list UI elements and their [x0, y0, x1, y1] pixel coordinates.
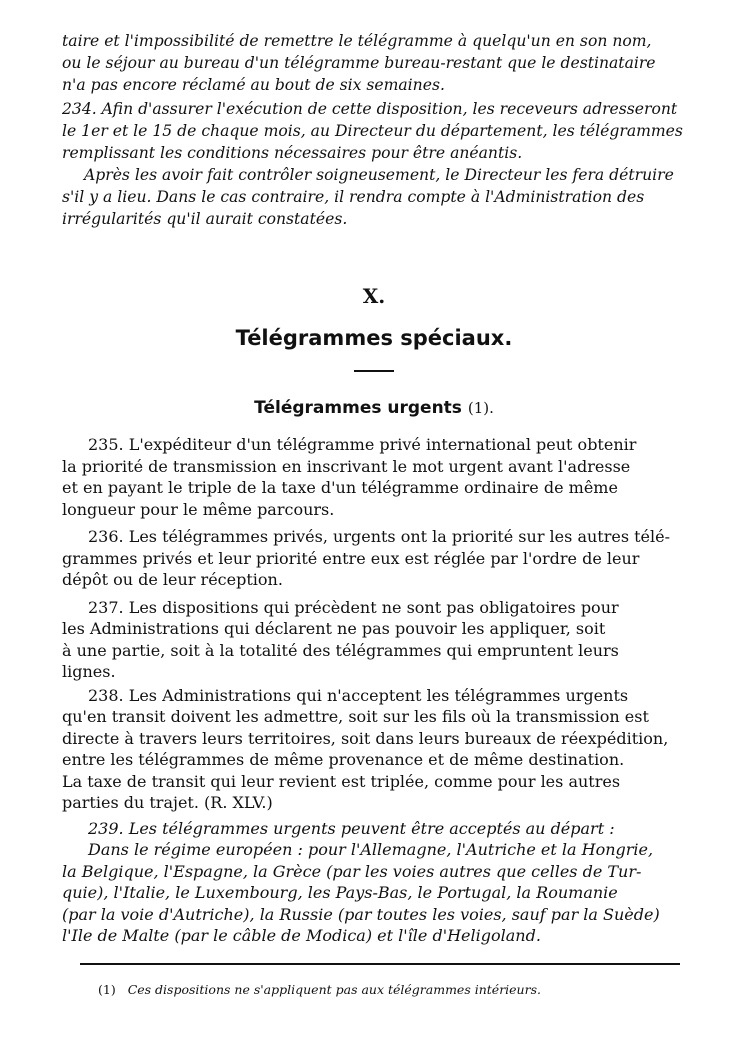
- text-line: irrégularités qu'il aurait constatées.: [62, 210, 348, 228]
- paragraph-238: [62, 685, 686, 814]
- subsection-title: [62, 398, 686, 418]
- text-line: La taxe de transit qui leur revient est triplée, comme pour les autres: [62, 771, 621, 791]
- text-line: 236. Les télégrammes privés, urgents ont la priorité sur les autres télé-: [88, 527, 671, 546]
- paragraph-234-continued: [62, 164, 686, 230]
- text-line: longueur pour le même parcours.: [62, 499, 335, 519]
- text-line: s'il y a lieu. Dans le cas contraire, il rendra compte à l'Administration des: [62, 188, 645, 206]
- paragraph-235: [62, 434, 686, 520]
- text-line: ou le séjour au bureau d'un télégramme bureau-restant que le destinataire: [62, 54, 656, 72]
- paragraph-236: [62, 526, 686, 591]
- text-line: les Administrations qui déclarent ne pas pouvoir les appliquer, soit: [62, 619, 606, 638]
- text-line: 237. Les dispositions qui précèdent ne sont pas obligatoires pour: [88, 597, 619, 617]
- section-number: X.: [362, 284, 386, 308]
- text-line: (par la voie d'Autriche), la Russie (par toutes les voies, sauf par la Suède): [62, 904, 660, 924]
- text-line: n'a pas encore réclamé au bout de six semaines.: [62, 76, 445, 94]
- text-line: et en payant le triple de la taxe d'un télégramme ordinaire de même: [62, 478, 618, 497]
- text-line: grammes privés et leur priorité entre eux est réglée par l'ordre de leur: [62, 548, 640, 568]
- footnote: [98, 982, 541, 997]
- section-title: Télégrammes spéciaux.: [235, 326, 513, 350]
- document-page: [62, 30, 686, 947]
- text-line: la Belgique, l'Espagne, la Grèce (par les voies autres que celles de Tur-: [62, 861, 642, 881]
- text-line: qu'en transit doivent les admettre, soit sur les fils où la transmission est: [62, 707, 649, 726]
- text-line: directe à travers leurs territoires, soit dans leurs bureaux de réexpédition,: [62, 728, 669, 748]
- text-line: remplissant les conditions nécessaires pour être anéantis.: [62, 144, 523, 162]
- text-line: 234. Afin d'assurer l'exécution de cette disposition, les receveurs adresseront: [62, 100, 678, 118]
- footnote-ref: (1).: [467, 399, 494, 417]
- text-line: 235. L'expéditeur d'un télégramme privé international peut obtenir: [88, 435, 637, 454]
- text-line: entre les télégrammes de même provenance et de même destination.: [62, 750, 625, 769]
- text-line: taire et l'impossibilité de remettre le télégramme à quelqu'un en son nom,: [62, 32, 652, 50]
- footnote-divider: [80, 963, 680, 965]
- text-line: parties du trajet. (R. XLV.): [62, 793, 273, 812]
- text-line: à une partie, soit à la totalité des télégrammes qui empruntent leurs: [62, 640, 619, 660]
- paragraph-239: [62, 818, 686, 947]
- footnote-text: Ces dispositions ne s'appliquent pas aux télégrammes intérieurs.: [127, 982, 541, 997]
- text-line: Après les avoir fait contrôler soigneusement, le Directeur les fera détruire: [84, 166, 674, 184]
- text-line: le 1er et le 15 de chaque mois, au Directeur du département, les télégrammes: [62, 122, 683, 140]
- text-line: l'Ile de Malte (par le câble de Modica) et l'île d'Heligoland.: [62, 926, 541, 945]
- paragraph-234: [62, 98, 686, 164]
- footnote-marker: (1): [98, 982, 116, 997]
- text-line: la priorité de transmission en inscrivant le mot urgent avant l'adresse: [62, 456, 631, 476]
- text-line: 239. Les télégrammes urgents peuvent être acceptés au départ :: [88, 818, 615, 838]
- text-line: Dans le régime européen : pour l'Allemagne, l'Autriche et la Hongrie,: [88, 840, 654, 859]
- title-divider: [354, 370, 394, 372]
- text-line: 238. Les Administrations qui n'acceptent les télégrammes urgents: [88, 685, 629, 705]
- text-line: quie), l'Italie, le Luxembourg, les Pays-Bas, le Portugal, la Roumanie: [62, 883, 618, 902]
- paragraph-237: [62, 597, 686, 683]
- subsection-title-text: Télégrammes urgents: [254, 398, 462, 418]
- text-line: lignes.: [62, 662, 116, 681]
- text-line: dépôt ou de leur réception.: [62, 570, 283, 589]
- continued-paragraph: [62, 30, 686, 96]
